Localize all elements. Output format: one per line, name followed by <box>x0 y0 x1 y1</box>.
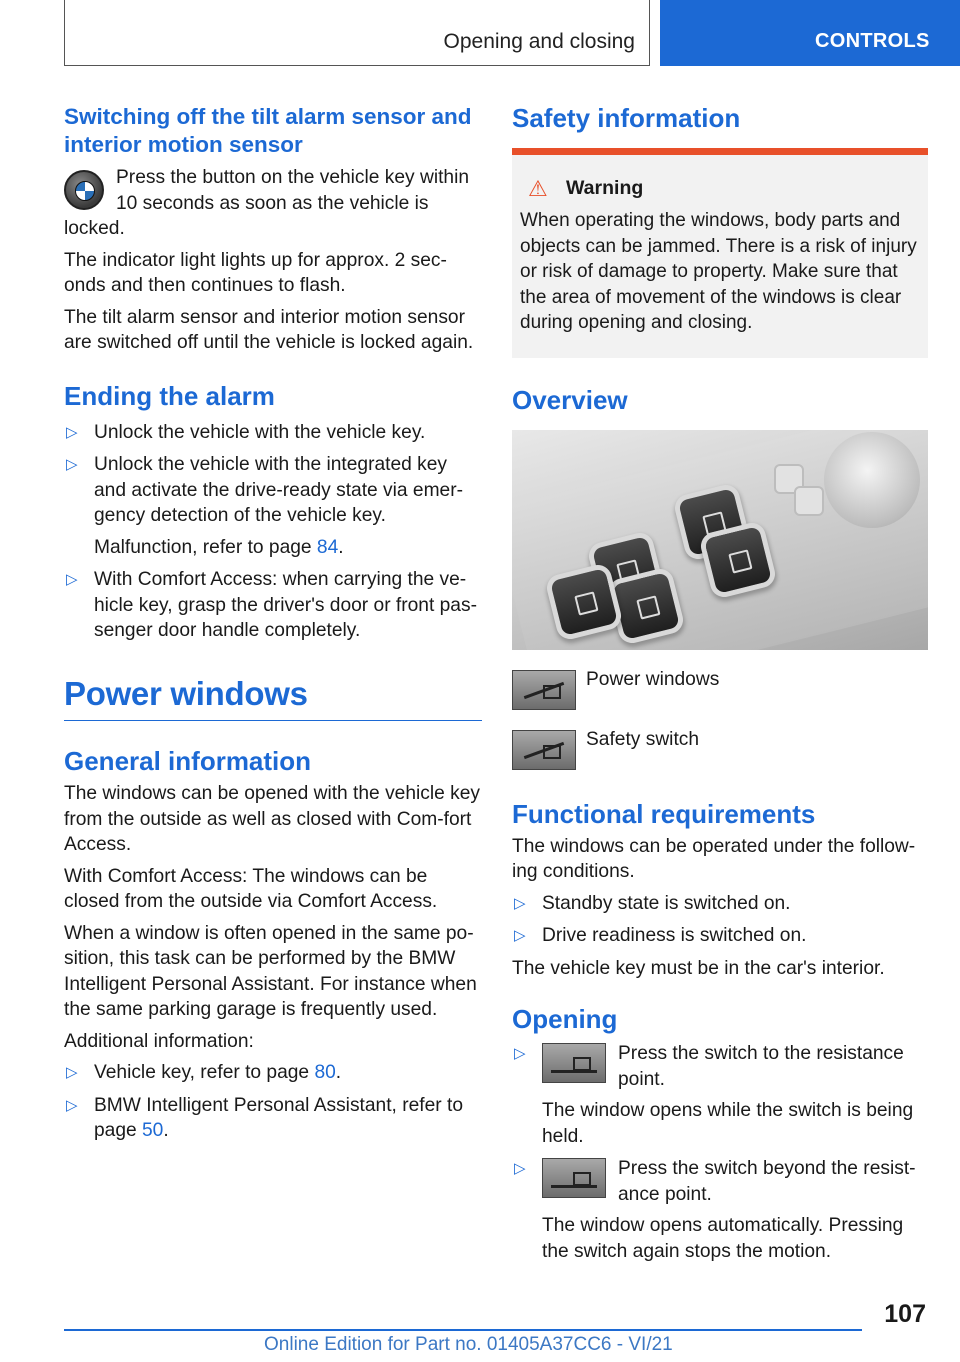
list-item: ▷ Vehicle key, refer to page 80. <box>64 1060 482 1086</box>
general-paragraph-3: When a window is often opened in the same po-sition, this task can be performed by the BMW Intelligent Personal Assistant. For instance when the same parking garage is frequently used. <box>64 922 477 1020</box>
list-item: ▷ Drive readiness is switched on. <box>512 923 928 949</box>
header-section-title: Opening and closing <box>443 30 635 53</box>
header-chapter-label: CONTROLS <box>815 30 930 52</box>
page-link-80[interactable]: 80 <box>314 1062 336 1083</box>
ending-alarm-list <box>64 420 482 644</box>
legend-power-windows: Power windows <box>512 670 928 710</box>
list-item: ▷ Unlock the vehicle with the integrated key and activate the drive-ready state via emer-gency detection of the vehicle key. Malfunction, refer to page 84. <box>64 452 482 560</box>
additional-info-list <box>64 1060 482 1144</box>
heading-ending-alarm: Ending the alarm <box>64 380 275 411</box>
heading-overview: Overview <box>512 384 628 415</box>
functional-list <box>512 891 928 949</box>
list-item: ▷ BMW Intelligent Personal Assistant, refer to page 50. <box>66 1094 463 1141</box>
heading-rule <box>64 720 482 722</box>
right-column <box>512 100 928 1271</box>
list-item: ▷ Press the switch to the resistance point. The window opens while the switch is being held. <box>514 1043 914 1147</box>
press-button-paragraph <box>64 165 482 248</box>
heading-general-information: General information <box>64 746 312 776</box>
legend-safety-switch: Safety switch <box>512 730 928 770</box>
heading-power-windows: Power windows <box>64 674 308 712</box>
warning-rule <box>512 148 928 155</box>
triangle-right-icon: ▷ <box>66 571 78 588</box>
list-item: ▷ Standby state is switched on. <box>512 891 928 917</box>
tilt-paragraph: The tilt alarm sensor and interior motion sensor are switched off until the vehicle is locked again. <box>64 306 474 353</box>
bmw-key-button-icon <box>64 170 104 210</box>
triangle-right-icon: ▷ <box>66 423 78 441</box>
heading-opening: Opening <box>512 1004 618 1034</box>
warning-box <box>512 155 928 358</box>
left-column <box>64 100 482 1151</box>
list-item: ▷ With Comfort Access: when carrying the ve-hicle key, grasp the driver's door or front pas-senger door handle completely. <box>66 569 477 641</box>
window-switch-photo <box>512 430 928 650</box>
mirror-button <box>794 486 824 516</box>
opening-list <box>512 1041 928 1264</box>
triangle-right-icon: ▷ <box>514 927 526 944</box>
warning-text: When operating the windows, body parts and objects can be jammed. There is a risk of injury or risk of damage to property. Make sure that the area of movement of the windows is clear during opening and closing. <box>520 210 917 333</box>
functional-paragraph: The windows can be operated under the follow-ing conditions. <box>512 835 916 882</box>
header-chapter-tab[interactable] <box>660 0 960 66</box>
list-item: ▷ Unlock the vehicle with the vehicle key. <box>64 420 482 446</box>
triangle-right-icon: ▷ <box>514 1045 526 1062</box>
warning-triangle-icon: ⚠ <box>528 175 548 201</box>
warning-title: ⚠ Warning <box>528 175 644 201</box>
malfunction-ref: Malfunction, refer to page 84. <box>94 536 344 558</box>
power-window-switch-icon <box>542 1043 606 1083</box>
heading-functional-requirements: Functional requirements <box>512 798 816 829</box>
footer-rule <box>64 1329 862 1331</box>
indicator-paragraph: The indicator light lights up for approx. 2 sec-onds and then continues to flash. <box>64 249 447 296</box>
triangle-right-icon: ▷ <box>66 1064 78 1081</box>
press-button-text: Press the button on the vehicle key within 10 seconds as soon as the vehicle is locked. <box>64 167 470 239</box>
heading-safety-information: Safety information <box>512 103 741 133</box>
triangle-right-icon: ▷ <box>66 1096 78 1114</box>
mirror-knob <box>824 432 920 528</box>
general-paragraph-2: With Comfort Access: The windows can be closed from the outside via Comfort Access. <box>64 865 438 912</box>
footer-edition: Online Edition for Part no. 01405A37CC6 - VI/21 <box>264 1334 673 1355</box>
triangle-right-icon: ▷ <box>514 894 526 912</box>
additional-info-label: Additional information: <box>64 1030 254 1052</box>
list-item: ▷ Press the switch beyond the resist-ance point. The window opens automatically. Pressing the switch again stops the motion. <box>514 1158 916 1262</box>
power-window-switch-icon <box>512 670 576 710</box>
triangle-right-icon: ▷ <box>66 456 78 473</box>
page-link-50[interactable]: 50 <box>142 1120 164 1141</box>
header-section-box <box>64 0 650 66</box>
power-window-switch-icon <box>542 1158 606 1198</box>
triangle-right-icon: ▷ <box>514 1160 526 1177</box>
page-link-84[interactable]: 84 <box>316 536 339 558</box>
heading-switching-off: Switching off the tilt alarm sensor and interior motion sensor <box>64 104 472 157</box>
page-number: 107 <box>884 1300 926 1328</box>
general-paragraph-1: The windows can be opened with the vehicle key from the outside as well as closed with Com-fort Access. <box>64 783 480 855</box>
vehicle-key-paragraph: The vehicle key must be in the car's interior. <box>512 957 885 979</box>
safety-switch-icon <box>512 730 576 770</box>
